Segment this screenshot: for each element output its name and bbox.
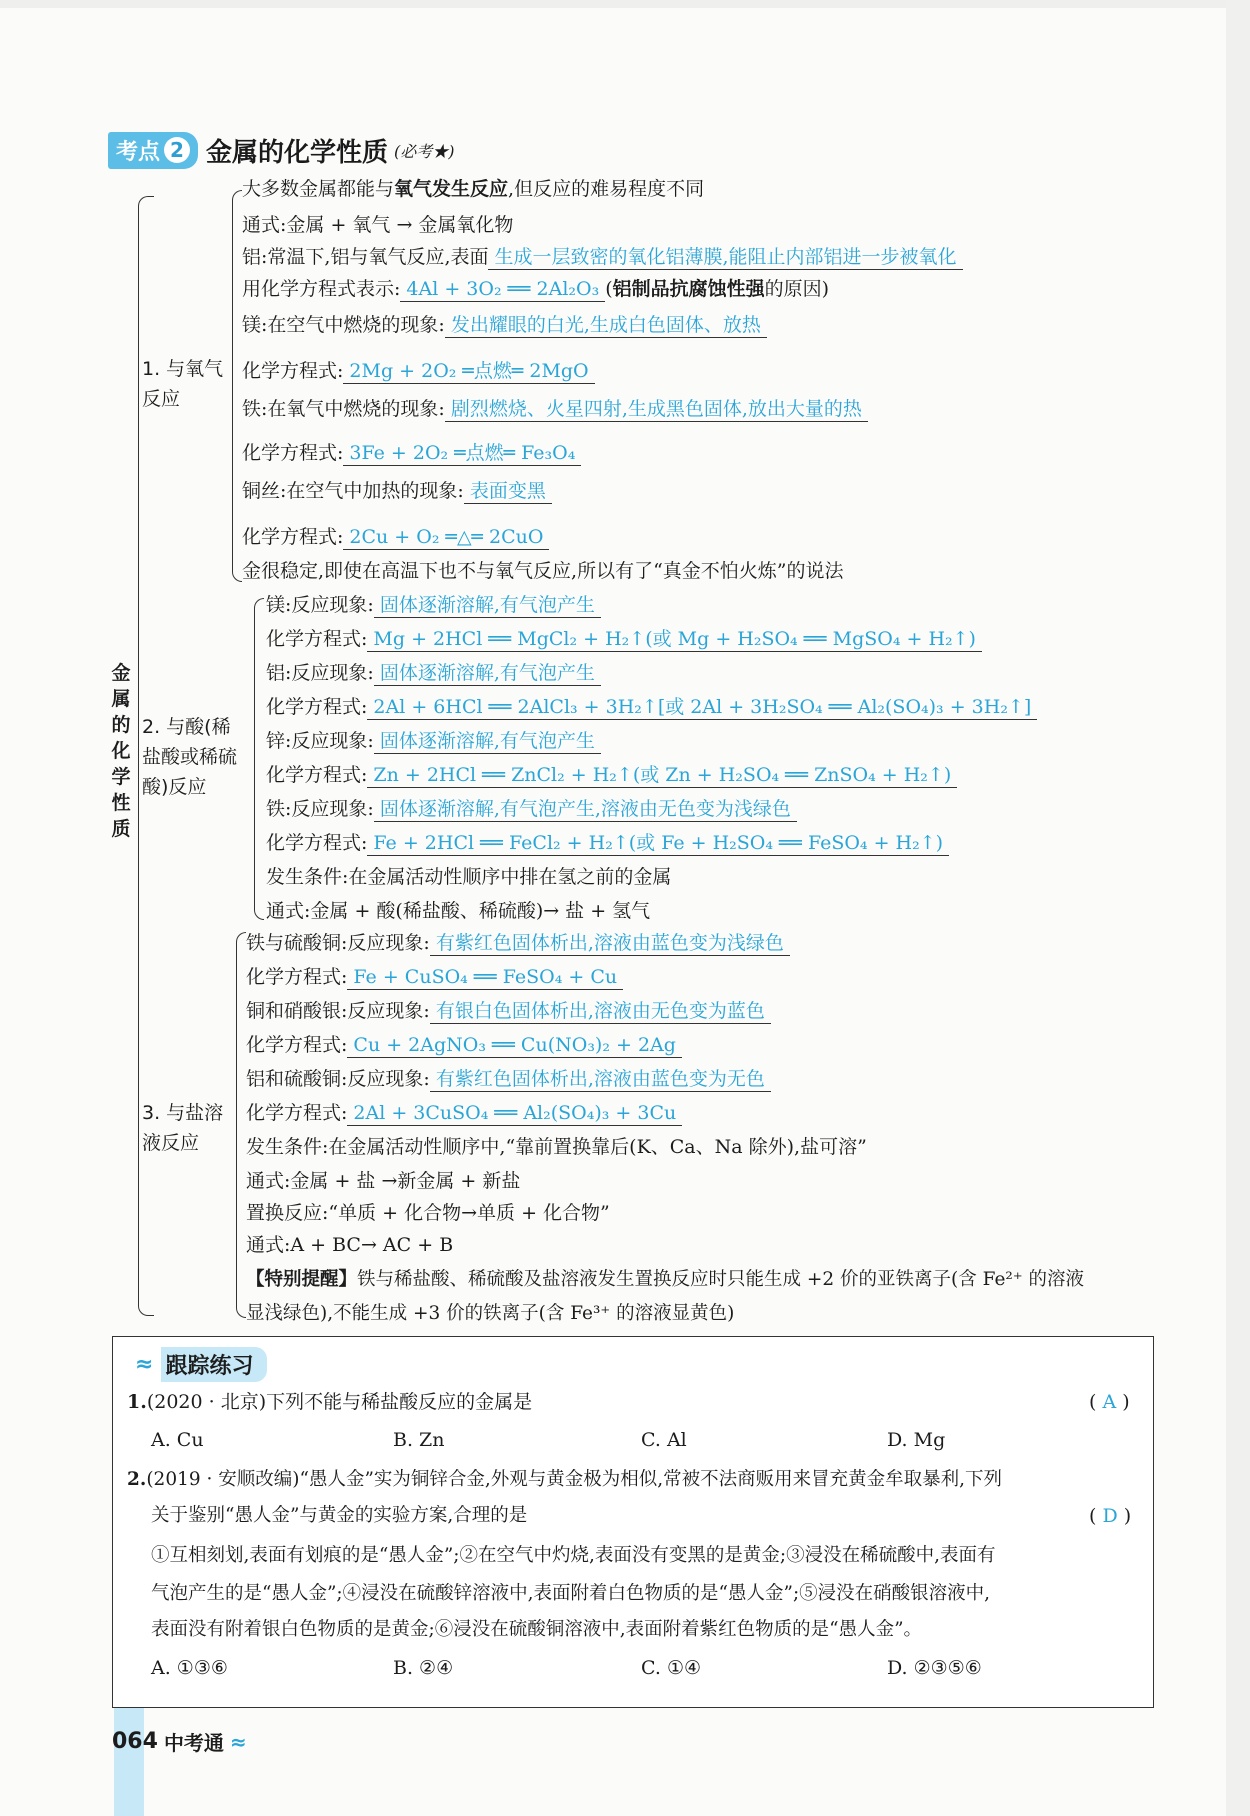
section-badge: 考点 2 bbox=[108, 132, 198, 169]
cat2-label: 2. 与酸(稀 盐酸或稀硫 酸)反应 bbox=[142, 716, 238, 798]
cat1-line-9: 化学方程式: 2Cu + O₂ ═△═ 2CuO bbox=[242, 524, 549, 550]
cat2-line-1: 化学方程式: Mg + 2HCl ══ MgCl₂ + H₂↑(或 Mg + H₂SO₄ ══ MgSO₄ + H₂↑) bbox=[266, 626, 982, 652]
cat1-label: 1. 与氧气 反应 bbox=[142, 358, 224, 410]
right-edge bbox=[1226, 0, 1250, 1816]
q2-answer: ( D ) bbox=[1089, 1505, 1132, 1527]
q1-option-c: C. Al bbox=[641, 1429, 687, 1451]
cat1-line-1: 通式:金属 + 氧气 → 金属氧化物 bbox=[242, 214, 514, 236]
cat3-line-4: 铝和硫酸铜:反应现象: 有紫红色固体析出,溶液由蓝色变为无色 bbox=[246, 1066, 771, 1092]
cat1-brace bbox=[232, 190, 242, 582]
cat3-label: 3. 与盐溶 液反应 bbox=[142, 1102, 224, 1154]
q2-line4: 气泡产生的是“愚人金”;④浸没在硫酸锌溶液中,表面附着白色物质的是“愚人金”;⑤浸没在硝酸银溶液中, bbox=[151, 1583, 991, 1604]
q1-option-b: B. Zn bbox=[393, 1429, 445, 1451]
q2-line5: 表面没有附着银白色物质的是黄金;⑥浸没在硫酸铜溶液中,表面附着紫红色物质的是“愚人金”。 bbox=[151, 1619, 923, 1640]
cat1-line-7: 化学方程式: 3Fe + 2O₂ ═点燃═ Fe₃O₄ bbox=[242, 440, 581, 466]
cat3-line-0: 铁与硫酸铜:反应现象: 有紫红色固体析出,溶液由蓝色变为浅绿色 bbox=[246, 930, 790, 956]
cat2-brace bbox=[254, 598, 264, 920]
q1-option-a: A. Cu bbox=[151, 1429, 204, 1451]
section-heading: 金属的化学性质 bbox=[206, 137, 389, 168]
cat1-line-3: 用化学方程式表示: 4Al + 3O₂ ══ 2Al₂O₃ (铝制品抗腐蚀性强的原因) bbox=[242, 278, 830, 300]
page-footer bbox=[112, 1727, 247, 1756]
q2-line3: ①互相刻划,表面有划痕的是“愚人金”;②在空气中灼烧,表面没有变黑的是黄金;③浸没在稀硫酸中,表面有 bbox=[151, 1545, 996, 1566]
wave-icon: ≈ bbox=[135, 1352, 154, 1377]
cat2-line-7: 化学方程式: Fe + 2HCl ══ FeCl₂ + H₂↑(或 Fe + H₂SO₄ ══ FeSO₄ + H₂↑) bbox=[266, 830, 949, 856]
cat3-line-9: 通式:A + BC→ AC + B bbox=[246, 1234, 454, 1256]
cat3-line-1: 化学方程式: Fe + CuSO₄ ══ FeSO₄ + Cu bbox=[246, 964, 623, 990]
cat2-line-2: 铝:反应现象: 固体逐渐溶解,有气泡产生 bbox=[266, 660, 601, 686]
cat3-line-3: 化学方程式: Cu + 2AgNO₃ ══ Cu(NO₃)₂ + 2Ag bbox=[246, 1032, 682, 1058]
vertical-title: 金属的化学性质 bbox=[111, 662, 131, 840]
cat3-line-8: 置换反应:“单质 + 化合物→单质 + 化合物” bbox=[246, 1202, 610, 1224]
q2-option-d: D. ②③⑤⑥ bbox=[887, 1657, 982, 1679]
q1-option-d: D. Mg bbox=[887, 1429, 946, 1451]
q1-answer: ( A ) bbox=[1089, 1391, 1130, 1413]
cat3-brace bbox=[236, 932, 246, 1318]
cat1-line-8: 铜丝:在空气中加热的现象: 表面变黑 bbox=[242, 478, 552, 504]
q2-option-c: C. ①④ bbox=[641, 1657, 702, 1679]
cat2-line-6: 铁:反应现象: 固体逐渐溶解,有气泡产生,溶液由无色变为浅绿色 bbox=[266, 796, 797, 822]
cat3-line-2: 铜和硝酸银:反应现象: 有银白色固体析出,溶液由无色变为蓝色 bbox=[246, 998, 771, 1024]
special-tip: 【特别提醒】铁与稀盐酸、稀硫酸及盐溶液发生置换反应时只能生成 +2 价的亚铁离子(含 Fe²⁺ 的溶液 bbox=[246, 1269, 1084, 1290]
cat1-line-4: 镁:在空气中燃烧的现象: 发出耀眼的白光,生成白色固体、放热 bbox=[242, 312, 767, 338]
brand-name: 中考通 bbox=[163, 1731, 224, 1755]
cat2-line-8: 发生条件:在金属活动性顺序中排在氢之前的金属 bbox=[266, 866, 672, 888]
page-number: 064 bbox=[112, 1729, 158, 1754]
page-edge-tab bbox=[114, 1708, 144, 1816]
cat1-line-0: 大多数金属都能与氧气发生反应,但反应的难易程度不同 bbox=[242, 178, 705, 200]
q2-line2: 关于鉴别“愚人金”与黄金的实验方案,合理的是 bbox=[151, 1505, 528, 1526]
q1-text: 1.(2020 · 北京)下列不能与稀盐酸反应的金属是 bbox=[127, 1391, 533, 1413]
q2-option-a: A. ①③⑥ bbox=[151, 1657, 228, 1679]
cat3-line-7: 通式:金属 + 盐 →新金属 + 新盐 bbox=[246, 1170, 521, 1192]
cat2-line-5: 化学方程式: Zn + 2HCl ══ ZnCl₂ + H₂↑(或 Zn + H₂SO₄ ══ ZnSO₄ + H₂↑) bbox=[266, 762, 957, 788]
special-tip-line2: 显浅绿色),不能生成 +3 价的铁离子(含 Fe³⁺ 的溶液显黄色) bbox=[246, 1303, 735, 1324]
cat1-line-5: 化学方程式: 2Mg + 2O₂ ═点燃═ 2MgO bbox=[242, 358, 595, 384]
cat2-line-0: 镁:反应现象: 固体逐渐溶解,有气泡产生 bbox=[266, 592, 601, 618]
cat3-line-5: 化学方程式: 2Al + 3CuSO₄ ══ Al₂(SO₄)₃ + 3Cu bbox=[246, 1100, 682, 1126]
top-edge bbox=[0, 0, 1250, 8]
cat2-line-4: 锌:反应现象: 固体逐渐溶解,有气泡产生 bbox=[266, 728, 601, 754]
section-title bbox=[108, 133, 455, 167]
cat1-line-6: 铁:在氧气中燃烧的现象: 剧烈燃烧、火星四射,生成黑色固体,放出大量的热 bbox=[242, 396, 868, 422]
q2-option-b: B. ②④ bbox=[393, 1657, 454, 1679]
practice-heading: ≈ 跟踪练习 bbox=[135, 1347, 267, 1382]
cat1-line-2: 铝:常温下,铝与氧气反应,表面 生成一层致密的氧化铝薄膜,能阻止内部铝进一步被氧化 bbox=[242, 244, 963, 270]
wave-icon: ≈ bbox=[229, 1729, 247, 1754]
cat3-line-6: 发生条件:在金属活动性顺序中,“靠前置换靠后(K、Ca、Na 除外),盐可溶” bbox=[246, 1136, 867, 1158]
cat1-line-10: 金很稳定,即使在高温下也不与氧气反应,所以有了“真金不怕火炼”的说法 bbox=[242, 560, 844, 582]
cat2-line-9: 通式:金属 + 酸(稀盐酸、稀硫酸)→ 盐 + 氢气 bbox=[266, 900, 651, 922]
section-note: (必考★) bbox=[394, 141, 455, 161]
q2-line1: 2.(2019 · 安顺改编)“愚人金”实为铜锌合金,外观与黄金极为相似,常被不法商贩用来冒充黄金牟取暴利,下列 bbox=[127, 1469, 1003, 1490]
cat2-line-3: 化学方程式: 2Al + 6HCl ══ 2AlCl₃ + 3H₂↑[或 2Al + 3H₂SO₄ ══ Al₂(SO₄)₃ + 3H₂↑] bbox=[266, 694, 1037, 720]
practice-box bbox=[112, 1336, 1154, 1708]
